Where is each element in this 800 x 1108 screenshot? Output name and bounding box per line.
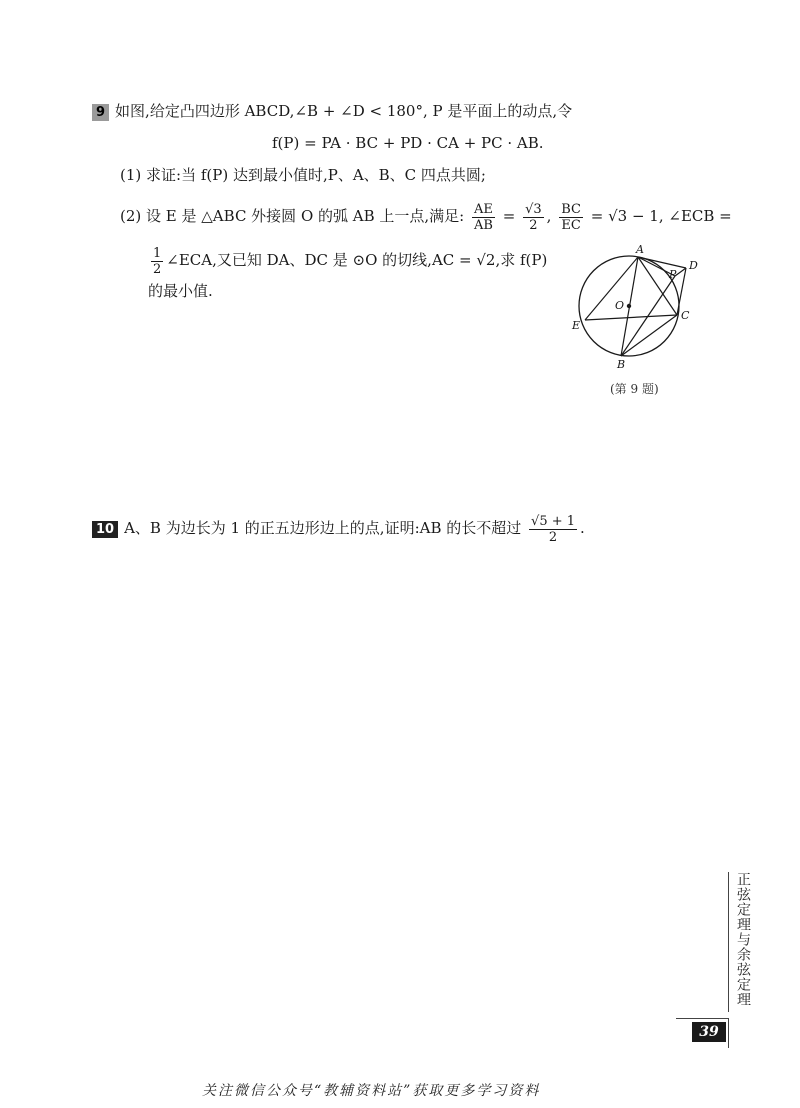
- q9-frac-sqrt3-2: [523, 202, 544, 233]
- q10-frac: [529, 514, 577, 545]
- page-number-vrule: [728, 1018, 729, 1048]
- q9-part2-line1: [120, 196, 732, 236]
- q9-half-num: 1: [153, 245, 162, 261]
- q9-figure: [560, 238, 720, 373]
- q9-intro: 如图,给定凸四边形 ABCD,∠B + ∠D < 180°, P 是平面上的动点,令: [115, 102, 573, 120]
- q10-number: 10: [92, 521, 118, 538]
- q10-frac-num: √5 + 1: [531, 513, 576, 529]
- footer-note: 关注微信公众号“教辅资料站”获取更多学习资料: [202, 1083, 541, 1099]
- q9-number: 9: [92, 104, 109, 121]
- q9-half-den: 2: [153, 261, 162, 277]
- q9-frac1-num: AE: [472, 202, 495, 218]
- page-number-rule: [676, 1018, 728, 1019]
- q9-frac2-den: 2: [529, 217, 538, 233]
- q9-formula: f(P) = PA · BC + PD · CA + PC · AB.: [272, 134, 544, 152]
- label-c: C: [681, 309, 690, 322]
- center-o-dot: [627, 304, 631, 308]
- label-o: O: [615, 299, 625, 312]
- label-e: E: [572, 319, 581, 332]
- label-p: P: [669, 268, 677, 281]
- q9-frac-half: [151, 246, 163, 277]
- q9-intro-line: [92, 100, 572, 122]
- q9-part2-line2: [148, 240, 547, 280]
- label-b: B: [617, 358, 626, 371]
- q9-figure-caption: (第 9 题): [610, 382, 659, 396]
- q9-part2-a: (2) 设 E 是 △ABC 外接圆 O 的弧 AB 上一点,满足:: [120, 207, 465, 225]
- q9-frac1-den: AB: [474, 217, 493, 233]
- q9-eq1: =: [502, 207, 516, 225]
- label-d: D: [689, 259, 698, 272]
- q9-part2-b: = √3 − 1, ∠ECB =: [590, 207, 732, 225]
- q9-part2-c: ∠ECA,又已知 DA、DC 是 ⊙O 的切线,AC = √2,求 f(P): [166, 251, 548, 269]
- q9-frac3-den: EC: [561, 217, 581, 233]
- q10-text: A、B 为边长为 1 的正五边形边上的点,证明:AB 的长不超过: [124, 519, 522, 537]
- q9-frac-ae-ab: [472, 202, 495, 233]
- q9-part1: (1) 求证:当 f(P) 达到最小值时,P、A、B、C 四点共圆;: [120, 166, 486, 184]
- q9-frac-bc-ec: [559, 202, 583, 233]
- q10-end: .: [580, 519, 585, 537]
- q10-line: [92, 508, 585, 548]
- side-tab-text: 正弦定理与余弦定理: [735, 872, 751, 1007]
- q9-part2-d: 的最小值.: [148, 282, 213, 300]
- side-tab: [728, 872, 755, 1012]
- q9-comma: ,: [546, 207, 552, 225]
- label-a: A: [636, 243, 644, 256]
- page-number: 39: [692, 1022, 726, 1042]
- q10-frac-den: 2: [548, 529, 558, 545]
- q9-frac2-num: √3: [525, 201, 542, 217]
- q9-frac3-num: BC: [561, 201, 581, 217]
